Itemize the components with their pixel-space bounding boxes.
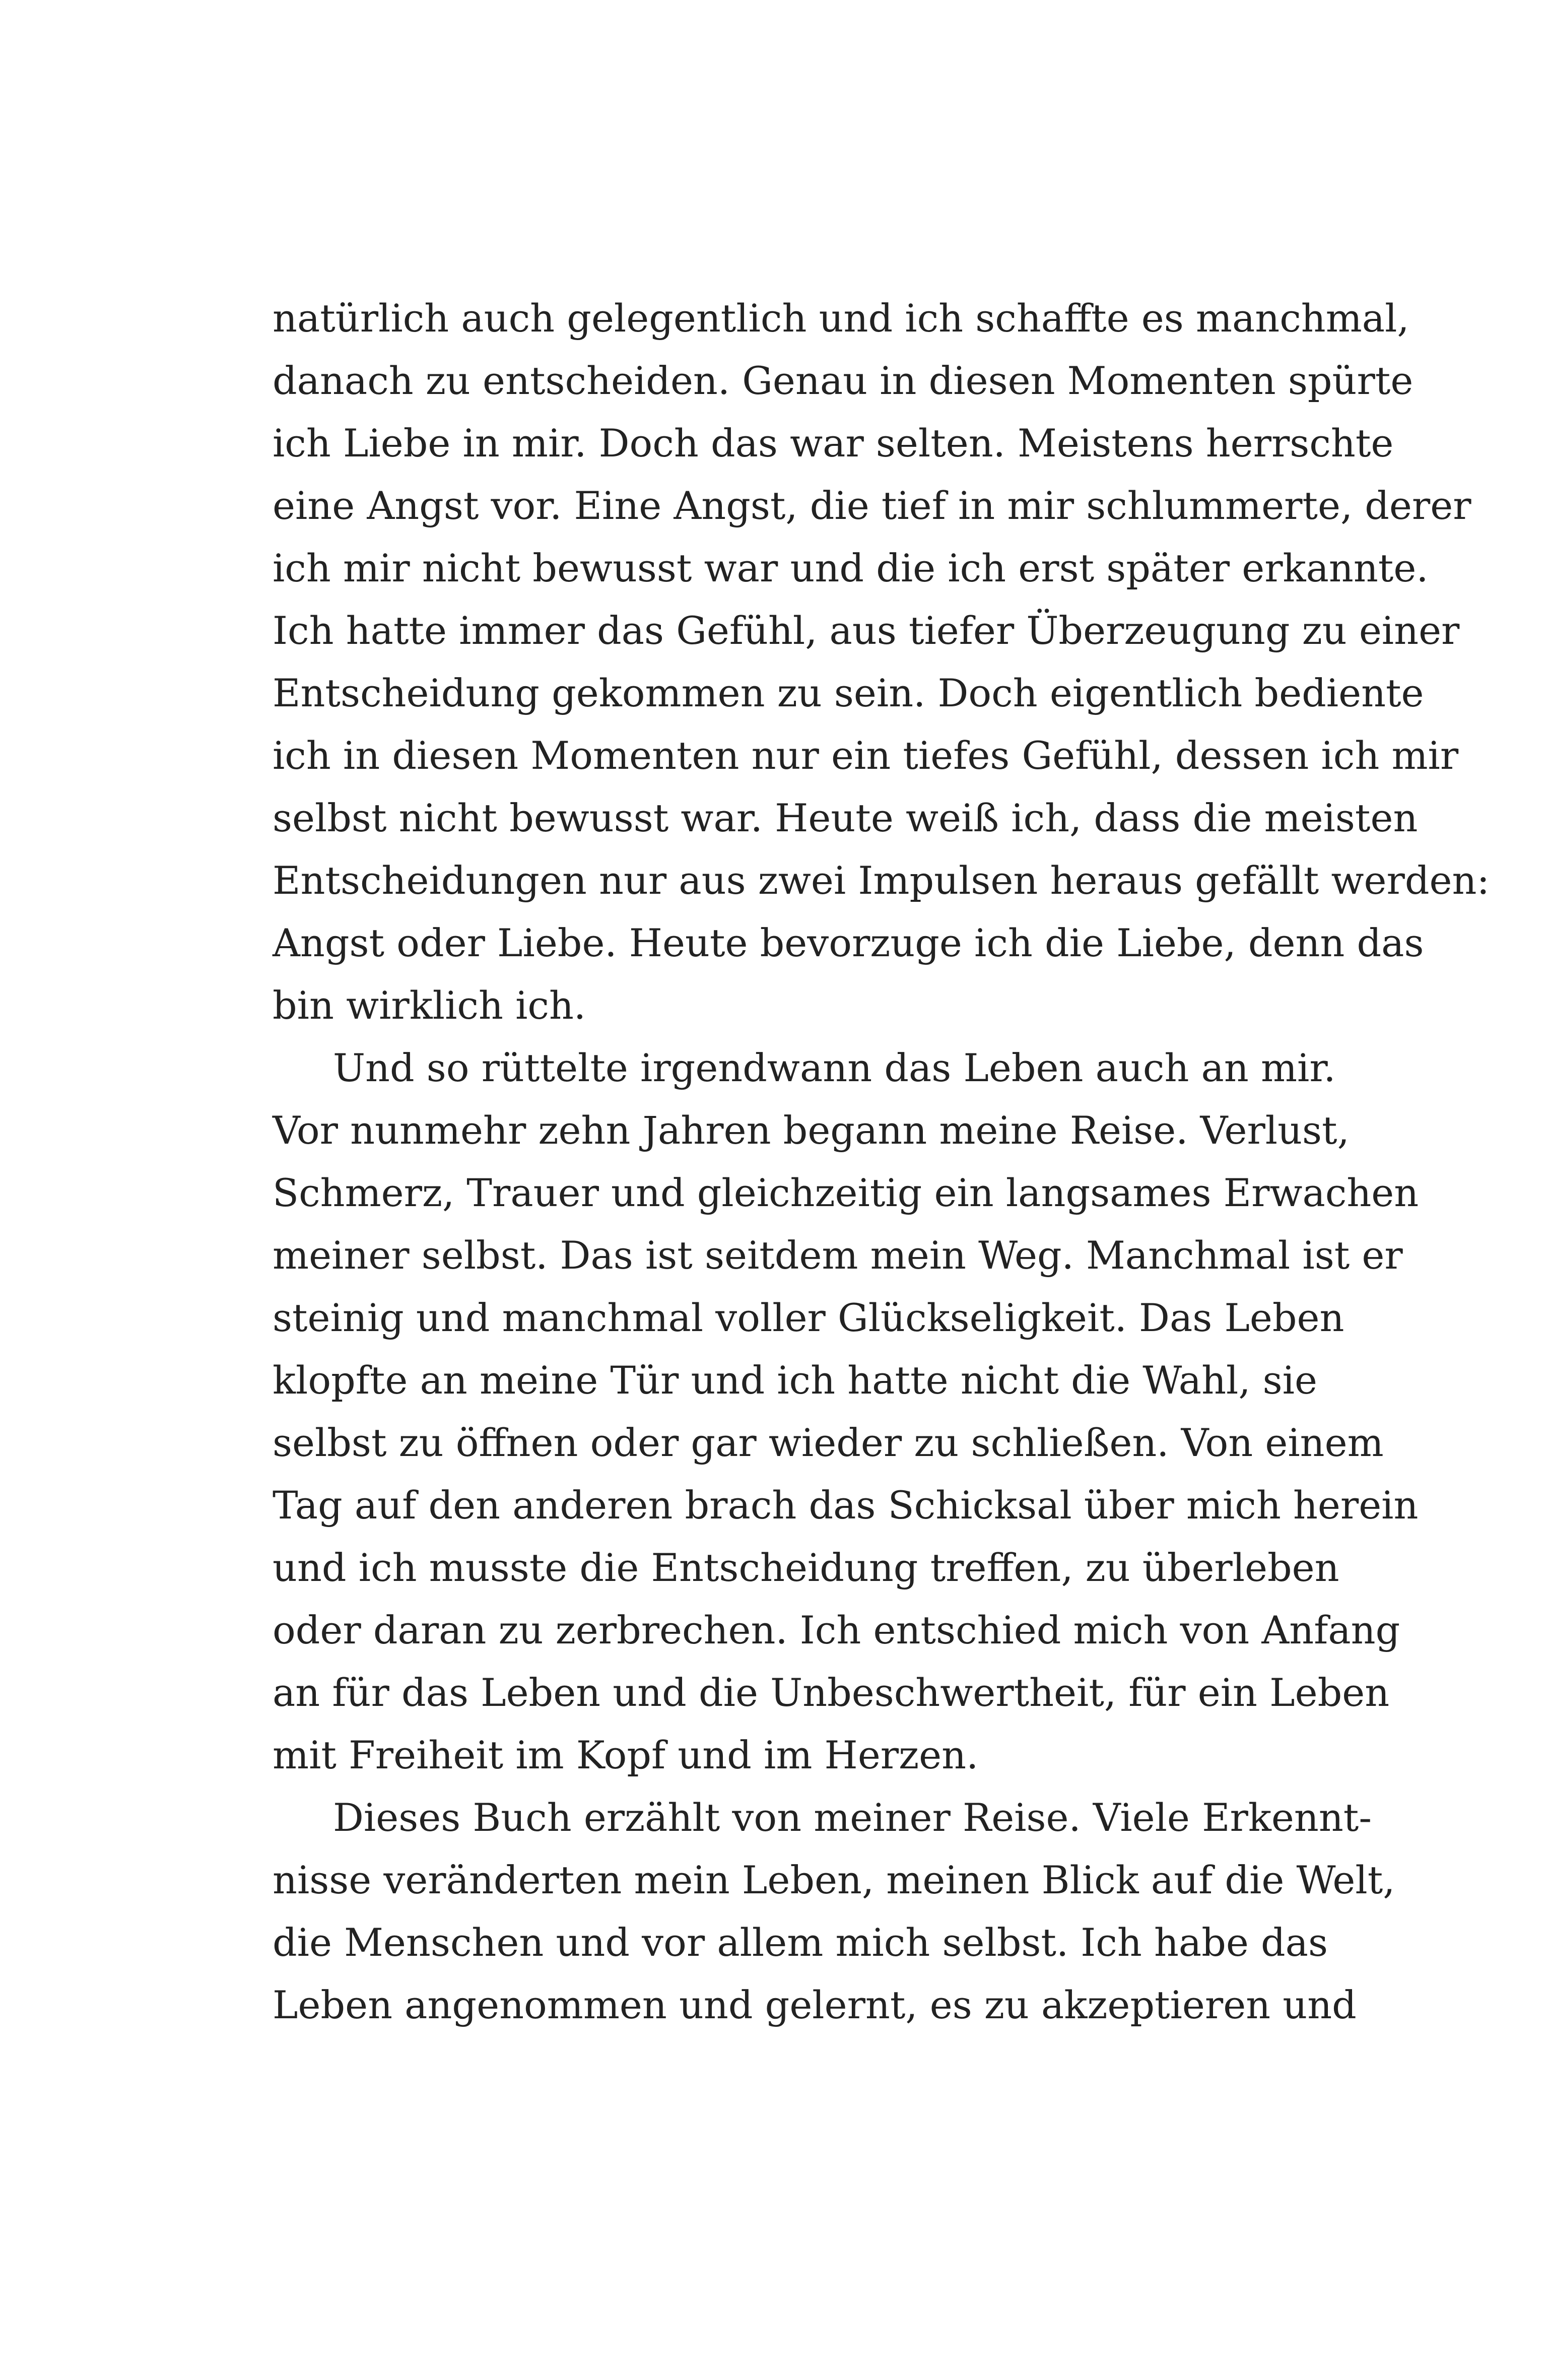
text-line: Schmerz, Trauer und gleichzeitig ein langsames Erwachen	[273, 1170, 1419, 1215]
text-line: Dieses Buch erzählt von meiner Reise. Viele Erkennt-	[333, 1795, 1372, 1840]
text-line: steinig und manchmal voller Glückseligkeit. Das Leben	[273, 1295, 1344, 1340]
text-line: selbst nicht bewusst war. Heute weiß ich, dass die meisten	[273, 796, 1418, 840]
text-line: natürlich auch gelegentlich und ich schaffte es manchmal,	[273, 296, 1409, 341]
text-line: ich mir nicht bewusst war und die ich erst später erkannte.	[273, 546, 1429, 590]
text-line: bin wirklich ich.	[273, 983, 586, 1028]
text-line: meiner selbst. Das ist seitdem mein Weg. Manchmal ist er	[273, 1233, 1403, 1278]
paragraph-3	[273, 1787, 1395, 2036]
text-line: Tag auf den anderen brach das Schicksal über mich herein	[273, 1483, 1419, 1528]
text-line: Leben angenommen und gelernt, es zu akzeptieren und	[273, 1982, 1357, 2027]
text-line: Und so rüttelte irgendwann das Leben auch an mir.	[333, 1045, 1336, 1090]
text-line: Ich hatte immer das Gefühl, aus tiefer Überzeugung zu einer	[273, 608, 1460, 653]
text-line: und ich musste die Entscheidung treffen, zu überleben	[273, 1545, 1339, 1590]
text-line: danach zu entscheiden. Genau in diesen Momenten spürte	[273, 358, 1414, 403]
text-line: die Menschen und vor allem mich selbst. Ich habe das	[273, 1920, 1328, 1965]
text-line: eine Angst vor. Eine Angst, die tief in mir schlummerte, derer	[273, 483, 1471, 528]
text-line: Entscheidung gekommen zu sein. Doch eigentlich bediente	[273, 671, 1424, 715]
text-line: ich Liebe in mir. Doch das war selten. Meistens herrschte	[273, 421, 1394, 466]
text-line: Angst oder Liebe. Heute bevorzuge ich die Liebe, denn das	[273, 920, 1424, 965]
text-line: ich in diesen Momenten nur ein tiefes Gefühl, dessen ich mir	[273, 733, 1459, 778]
text-line: nisse veränderten mein Leben, meinen Blick auf die Welt,	[273, 1858, 1395, 1902]
text-line: Vor nunmehr zehn Jahren begann meine Reise. Verlust,	[273, 1108, 1350, 1153]
paragraph-2	[273, 1037, 1419, 1787]
text-line: mit Freiheit im Kopf und im Herzen.	[273, 1733, 979, 1777]
text-line: klopfte an meine Tür und ich hatte nicht die Wahl, sie	[273, 1358, 1317, 1403]
text-line: selbst zu öffnen oder gar wieder zu schließen. Von einem	[273, 1420, 1384, 1465]
paragraph-1	[273, 287, 1490, 1037]
text-line: an für das Leben und die Unbeschwertheit, für ein Leben	[273, 1670, 1390, 1715]
text-line: Entscheidungen nur aus zwei Impulsen heraus gefällt werden:	[273, 858, 1490, 903]
text-line: oder daran zu zerbrechen. Ich entschied mich von Anfang	[273, 1608, 1400, 1652]
body-text	[273, 287, 1490, 2036]
